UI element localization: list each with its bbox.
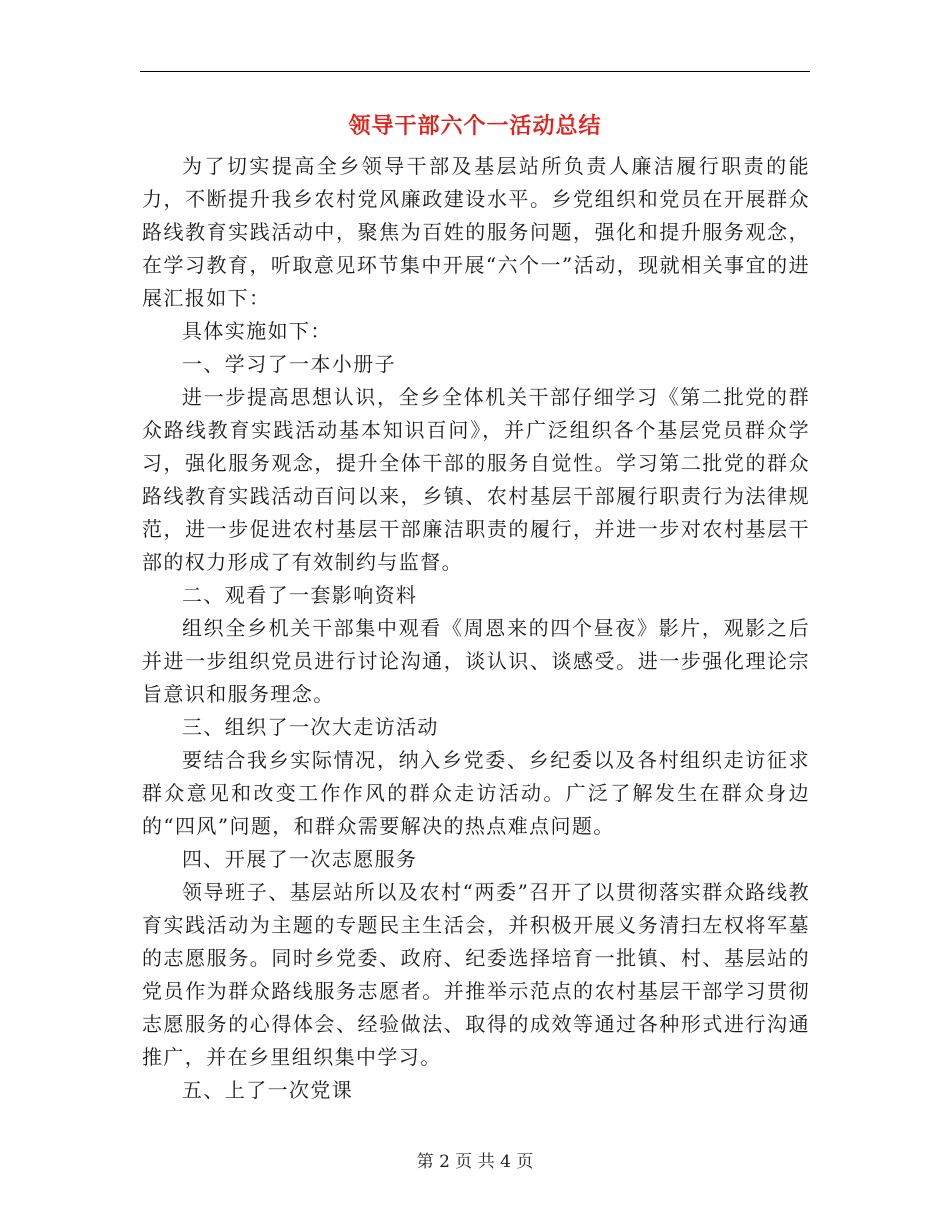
section-heading-2: 二、观看了一套影响资料 [182, 583, 418, 607]
document-title: 领导干部六个一活动总结 [348, 113, 602, 139]
document-body [142, 150, 810, 1107]
section-paragraph-4: 领导班子、基层站所以及农村“两委”召开了以贯彻落实群众路线教育实践活动为主题的专题民主生活会，并积极开展义务清扫左权将军墓的志愿服务。同时乡党委、政府、纪委选择培育一批镇、村、基层站的党员作为群众路线服务志愿者。并推举示范点的农村基层干部学习贯彻志愿服务的心得体会、经验做法、取得的成效等通过各种形式进行沟通推广，并在乡里组织集中学习。 [142, 880, 810, 1069]
intro-paragraph: 为了切实提高全乡领导干部及基层站所负责人廉洁履行职责的能力，不断提升我乡农村党风廉政建设水平。乡党组织和党员在开展群众路线教育实践活动中，聚焦为百姓的服务问题，强化和提升服务观念，在学习教育，听取意见环节集中开展“六个一”活动，现就相关事宜的进展汇报如下： [142, 154, 810, 310]
header-rule [140, 71, 810, 72]
section-heading-5: 五、上了一次党课 [182, 1078, 354, 1102]
section-heading-4: 四、开展了一次志愿服务 [182, 847, 418, 871]
section-heading-3: 三、组织了一次大走访活动 [182, 715, 439, 739]
section-paragraph-1: 进一步提高思想认识，全乡全体机关干部仔细学习《第二批党的群众路线教育实践活动基本知识百问》，并广泛组织各个基层党员群众学习，强化服务观念，提升全体干部的服务自觉性。学习第二批党的群众路线教育实践活动百问以来，乡镇、农村基层干部履行职责行为法律规范，进一步促进农村基层干部廉洁职责的履行，并进一步对农村基层干部的权力形成了有效制约与监督。 [142, 385, 810, 574]
page-number: 第 2 页 共 4 页 [416, 1152, 534, 1172]
section-paragraph-2: 组织全乡机关干部集中观看《周恩来的四个昼夜》影片，观影之后并进一步组织党员进行讨论沟通，谈认识、谈感受。进一步强化理论宗旨意识和服务理念。 [142, 616, 810, 706]
section-heading-1: 一、学习了一本小册子 [182, 352, 396, 376]
implementation-heading: 具体实施如下： [182, 319, 332, 343]
section-paragraph-3: 要结合我乡实际情况，纳入乡党委、乡纪委以及各村组织走访征求群众意见和改变工作作风的群众走访活动。广泛了解发生在群众身边的“四风”问题，和群众需要解决的热点难点问题。 [142, 748, 810, 838]
